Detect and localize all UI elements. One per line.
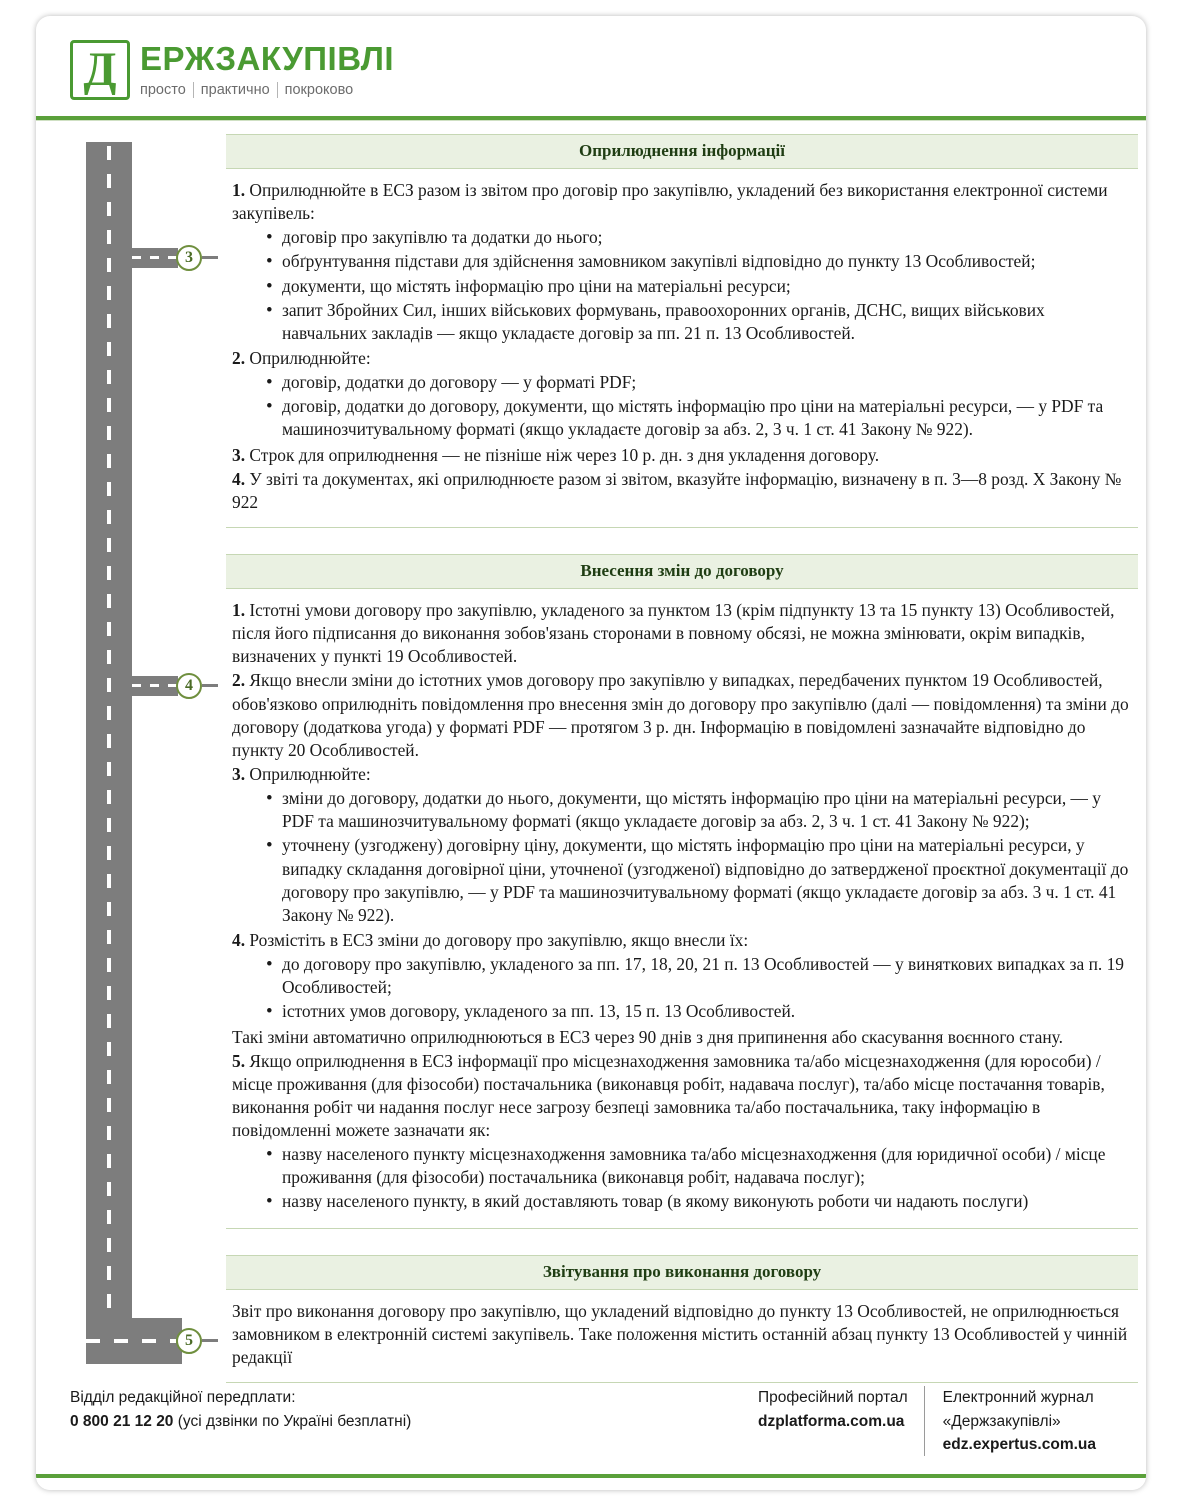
- paragraph-text: Оприлюднюйте в ЕСЗ разом із звітом про договір про закупівлю, укладений без використання електронної системи закупівель:: [232, 180, 1108, 224]
- step-marker-3: 3: [176, 245, 202, 271]
- paragraph-text: У звіті та документах, які оприлюднюєте разом зі звітом, вказуйте інформацію, визначену в п. 3—8 розд. X Закону № 922: [232, 468, 1122, 512]
- logo-mark-icon: Д: [70, 40, 130, 100]
- paragraph: [232, 179, 1132, 225]
- section-body-publication: [226, 169, 1138, 528]
- logo-text: [140, 40, 394, 98]
- paragraph-text: Звіт про виконання договору про закупівлю, що укладений відповідно до пункту 13 Особливостей, не оприлюднюється замовником в електронній системі закупівель. Таке положення містить останній абзац пункту 13 Особливостей у чинній редакції: [232, 1300, 1128, 1367]
- paragraph-text: Оприлюднюйте:: [245, 763, 371, 784]
- list-item: • обґрунтування підстави для здійснення замовником закупівлі відповідно до пункту 13 Особливостей;: [266, 250, 1132, 273]
- list-item: • назву населеного пункту, в який доставляють товар (в якому виконують роботи чи надають послуги): [266, 1190, 1132, 1213]
- marker-tail-3: [202, 256, 218, 259]
- subscription-phone-line: [70, 1410, 411, 1433]
- paragraph-number: 5.: [232, 1050, 246, 1071]
- timeline-branch-3: [132, 248, 178, 268]
- step-marker-4: 4: [176, 673, 202, 699]
- paragraph-text: Такі зміни автоматично оприлюднюються в ЕСЗ через 90 днів з дня припинення або скасування воєнного стану.: [232, 1026, 1063, 1047]
- paragraph: [232, 468, 1132, 514]
- section-title-publication: Оприлюднення інформації: [226, 134, 1138, 169]
- list-item: • зміни до договору, додатки до нього, документи, що містять інформацію про ціни на матеріальні ресурси, — у PDF та машинозчитувальному форматі (якщо укладаєте договір за абз. 2, 3 ч. 1 ст. 41 Закону № 922);: [266, 787, 1132, 833]
- paragraph-number: 2.: [232, 347, 246, 368]
- paragraph: [232, 1026, 1132, 1049]
- paragraph-text: Якщо внесли зміни до істотних умов договору про закупівлю у випадках, передбачених пунктом 19 Особливостей, обов'язково оприлюдніть повідомлення про внесення змін до договору про закупівлю (далі — повідомлення) та зміни до договору (додаткова угода) у форматі PDF — протягом 3 р. дн. Інформацію в повідомлені зазначайте відповідно до пункту 20 Особливостей.: [232, 670, 1129, 760]
- list-item: • документи, що містять інформацію про ціни на матеріальні ресурси;: [266, 275, 1132, 298]
- paragraph: [232, 763, 1132, 786]
- paragraph-text: Оприлюднюйте:: [245, 347, 371, 368]
- journal-label: Електронний журнал: [942, 1389, 1094, 1407]
- timeline-road: [86, 142, 132, 1342]
- section-body-reporting: [226, 1290, 1138, 1383]
- tagline-item-3: покроково: [277, 82, 354, 98]
- footer-subscription: [70, 1386, 411, 1433]
- timeline-road-foot: [86, 1318, 182, 1364]
- paragraph-number: 4.: [232, 468, 246, 489]
- paragraph-number: 4.: [232, 929, 246, 950]
- paragraph-text: Строк для оприлюднення — не пізніше ніж через 10 р. дн. з дня укладення договору.: [245, 444, 880, 465]
- road-foot-dash-line: [86, 1339, 176, 1343]
- footer-portal: [742, 1386, 924, 1433]
- list-item: • запит Збройних Сил, інших військових формувань, правоохоронних органів, ДСНС, вищих військових навчальних закладів — якщо укладаєте договір за пп. 21 п. 13 Особливостей.: [266, 299, 1132, 345]
- footer-links: [742, 1386, 1112, 1456]
- section-body-amendments: [226, 589, 1138, 1229]
- journal-name: «Держзакупівлі»: [942, 1412, 1061, 1430]
- section-amendments: [226, 554, 1138, 1229]
- list-item: • назву населеного пункту місцезнаходження замовника та/або місцезнаходження (для юридичної особи) / місце проживання (для фізособи) постачальника (виконавця робіт, надавача послуг);: [266, 1143, 1132, 1189]
- list-item: • до договору про закупівлю, укладеного за пп. 17, 18, 20, 21 п. 13 Особливостей — у виняткових випадках за п. 19 Особливостей;: [266, 953, 1132, 999]
- section-publication: [226, 134, 1138, 528]
- paragraph: [232, 347, 1132, 370]
- tagline-item-2: практично: [193, 82, 270, 98]
- paragraph: [232, 444, 1132, 467]
- page-bottom-spacer: [36, 1478, 1146, 1490]
- marker-tail-5: [202, 1339, 218, 1342]
- bullet-list: [232, 1143, 1132, 1213]
- bullet-list: [232, 953, 1132, 1023]
- step-marker-5: 5: [176, 1328, 202, 1354]
- journal-url[interactable]: edz.expertus.com.ua: [942, 1435, 1096, 1453]
- logo-tagline: [140, 82, 394, 98]
- section-title-amendments: Внесення змін до договору: [226, 554, 1138, 589]
- portal-label: Професійний портал: [758, 1389, 908, 1407]
- bullet-list: [232, 226, 1132, 345]
- subscription-phone: 0 800 21 12 20: [70, 1412, 174, 1430]
- marker-tail-4: [202, 684, 218, 687]
- road-dash-line: [107, 146, 111, 1338]
- paragraph-number: 3.: [232, 444, 246, 465]
- branch-dash-3: [132, 256, 178, 259]
- list-item: • договір, додатки до договору — у форматі PDF;: [266, 371, 1132, 394]
- paragraph-number: 1.: [232, 180, 246, 200]
- timeline-branch-4: [132, 676, 178, 696]
- paragraph: [232, 669, 1132, 762]
- bullet-list: [232, 787, 1132, 927]
- paragraph-text: Якщо оприлюднення в ЕСЗ інформації про місцезнаходження замовника та/або місцезнаходження (для юрособи) / місце проживання (для фізособи) постачальника (виконавця робіт, надавача послуг), та/або місце постачання товарів, виконання робіт чи надання послуг несе загрозу безпеці замовника та/або постачальника, таку інформацію в повідомленні можете зазначати як:: [232, 1050, 1105, 1141]
- paragraph-number: 2.: [232, 670, 246, 691]
- list-item: • уточнену (узгоджену) договірну ціну, документи, що містять інформацію про ціни на матеріальні ресурси, у випадку складання договірної ціни, уточненої (узгодженої) відповідно до затвердженої проєктної документації до договору про закупівлю, — у PDF та машинозчитувальному форматі (якщо укладаєте договір за абз. 3 ч. 1 ст. 41 Закону № 922).: [266, 834, 1132, 927]
- branch-dash-4: [132, 684, 178, 687]
- page-footer: [36, 1386, 1146, 1456]
- paragraph: [232, 929, 1132, 952]
- list-item: • істотних умов договору, укладеного за пп. 13, 15 п. 13 Особливостей.: [266, 1000, 1132, 1023]
- header-divider: [36, 116, 1146, 120]
- tagline-item-1: просто: [140, 81, 186, 98]
- list-item: • договір про закупівлю та додатки до нього;: [266, 226, 1132, 249]
- document-page: [36, 16, 1146, 1490]
- paragraph-number: 3.: [232, 763, 246, 784]
- paragraph: [232, 599, 1132, 668]
- subscription-phone-note: (усі дзвінки по Україні безплатні): [173, 1412, 412, 1430]
- sections-container: [226, 134, 1138, 1409]
- logo-title: ЕРЖЗАКУПІВЛІ: [140, 40, 395, 77]
- paragraph: [232, 1050, 1132, 1143]
- page-header: [36, 16, 1146, 120]
- paragraph-text: Розмістіть в ЕСЗ зміни до договору про закупівлю, якщо внесли їх:: [245, 929, 749, 950]
- section-title-reporting: Звітування про виконання договору: [226, 1255, 1138, 1290]
- paragraph: [232, 1300, 1132, 1369]
- brand-logo: [70, 40, 394, 100]
- section-reporting: [226, 1255, 1138, 1383]
- paragraph-number: 1.: [232, 599, 246, 620]
- bullet-list: [232, 371, 1132, 441]
- footer-journal: [924, 1386, 1112, 1456]
- list-item: • договір, додатки до договору, документи, що містять інформацію про ціни на матеріальні ресурси, — у PDF та машинозчитувальному форматі (якщо укладаєте договір за абз. 2, 3 ч. 1 ст. 41 Закону № 922).: [266, 395, 1132, 441]
- subscription-label: Відділ редакційної передплати:: [70, 1389, 296, 1407]
- portal-url[interactable]: dzplatforma.com.ua: [758, 1412, 905, 1430]
- paragraph-text: Істотні умови договору про закупівлю, укладеного за пунктом 13 (крім підпункту 13 та 15 пункту 13) Особливостей, після його підписання до виконання зобов'язань сторонами в повному обсязі, не можна змінювати, окрім випадків, визначених у пункті 19 Особливостей.: [232, 599, 1115, 667]
